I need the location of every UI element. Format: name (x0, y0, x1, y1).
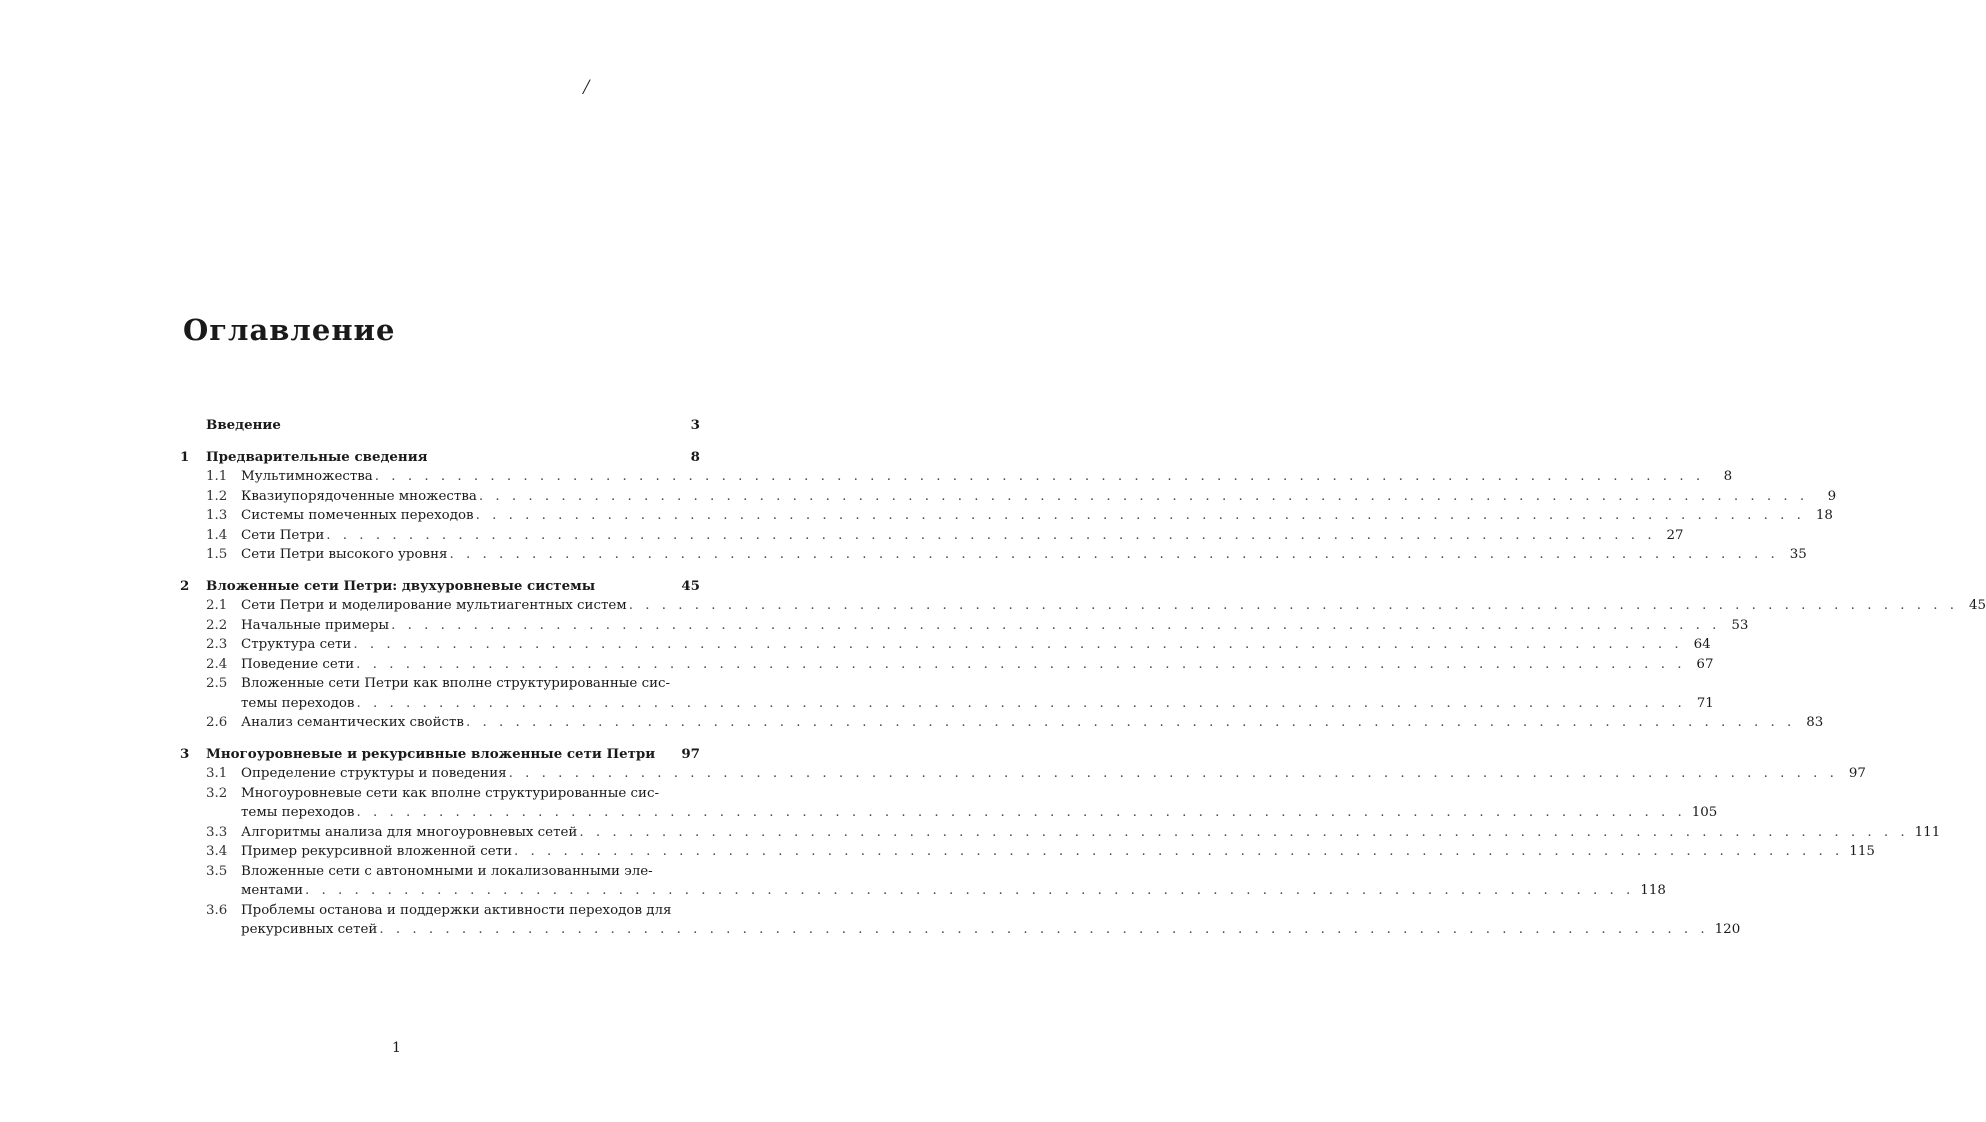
section-page: 64 (1693, 637, 1711, 652)
section-title: Начальные примеры (241, 617, 390, 633)
section-number: 2.2 (206, 617, 228, 633)
chapter-number: 1 (180, 448, 190, 465)
dot-leader (389, 616, 1722, 636)
section-title: Сети Петри высокого уровня (241, 547, 448, 562)
toc-section-row[interactable] (180, 616, 1749, 636)
dot-leader (351, 635, 1684, 655)
toc-chapter-row[interactable] (180, 577, 700, 597)
section-title: Структура сети (241, 637, 352, 652)
section-number: 2.6 (206, 715, 228, 730)
section-number: 3.2 (206, 785, 228, 801)
dot-leader (627, 596, 1960, 616)
toc-section-row[interactable] (180, 713, 1824, 733)
dot-leader (447, 545, 1780, 565)
section-number: 1.4 (206, 527, 228, 543)
section-number: 3.4 (206, 844, 228, 859)
section-title: Поведение сети (241, 656, 355, 672)
section-title: Квазиупорядоченные множества (241, 488, 477, 504)
chapter-title: Многоуровневые и рекурсивные вложенные сети Петри (206, 745, 656, 762)
section-title: Сети Петри и моделирование мультиагентных систем (241, 598, 627, 613)
dot-leader (577, 823, 1910, 843)
section-number: 2.4 (206, 656, 228, 672)
toc-section-row[interactable] (180, 823, 1941, 843)
section-number: 2.3 (206, 637, 228, 652)
toc-section-row[interactable] (180, 545, 1807, 565)
chapter-title: Вложенные сети Петри: двухуровневые системы (206, 577, 596, 594)
chapter-number: 3 (180, 745, 190, 762)
dot-leader (324, 526, 1657, 546)
section-number: 2.1 (206, 598, 228, 613)
toc-chapter-3 (180, 745, 1941, 940)
toc-chapter-row[interactable] (180, 745, 700, 765)
section-page: 18 (1815, 508, 1833, 523)
section-title: Сети Петри (241, 527, 325, 543)
section-number: 1.3 (206, 508, 228, 523)
section-page: 8 (1723, 469, 1733, 484)
section-page: 67 (1696, 656, 1714, 672)
toc-section-row[interactable] (180, 487, 1837, 507)
dot-leader (477, 487, 1810, 507)
section-title: Определение структуры и поведения (241, 766, 507, 781)
section-number: 1.5 (206, 547, 228, 562)
section-page: 83 (1806, 715, 1824, 730)
toc-section-row-continued[interactable] (180, 881, 1666, 901)
toc-section-row[interactable] (180, 842, 1875, 862)
toc-section-row-continued[interactable] (180, 920, 1741, 940)
section-page: 120 (1714, 922, 1741, 937)
dot-leader (507, 764, 1840, 784)
section-title: Вложенные сети Петри как вполне структурированные сис- (241, 676, 671, 691)
section-title: Многоуровневые сети как вполне структурированные сис- (241, 785, 659, 801)
chapter-title: Предварительные сведения (206, 448, 428, 465)
section-title: Мультимножества (241, 469, 373, 484)
chapter-page: 45 (681, 577, 700, 594)
section-title: Вложенные сети с автономными и локализованными эле- (241, 863, 653, 879)
toc-section-row[interactable] (180, 596, 1986, 616)
dot-leader (474, 506, 1807, 526)
chapter-number: 2 (180, 577, 190, 594)
toc-chapter-2 (180, 577, 1986, 733)
table-of-contents (180, 416, 1986, 952)
section-title: ментами (241, 883, 303, 898)
toc-section-row[interactable] (180, 674, 700, 694)
toc-chapter-1 (180, 448, 1837, 565)
section-page: 118 (1640, 883, 1666, 898)
dot-leader (464, 713, 1797, 733)
section-title: Анализ семантических свойств (241, 715, 464, 730)
section-number: 3.1 (206, 766, 228, 781)
page-number: 1 (392, 1040, 401, 1056)
section-title: Пример рекурсивной вложенной сети (241, 844, 512, 859)
section-page: 97 (1848, 766, 1866, 781)
section-page: 35 (1789, 547, 1807, 562)
toc-intro (180, 416, 700, 436)
dot-leader (377, 920, 1710, 940)
chapter-page: 3 (690, 417, 700, 433)
section-page: 111 (1914, 824, 1941, 840)
toc-section-row[interactable] (180, 506, 1833, 526)
dot-leader (512, 842, 1845, 862)
section-title: темы переходов (241, 695, 355, 711)
toc-section-row[interactable] (180, 526, 1684, 546)
section-number: 1.1 (206, 469, 228, 484)
dot-leader (354, 655, 1687, 675)
chapter-page: 97 (681, 745, 700, 762)
section-page: 45 (1968, 598, 1986, 613)
toc-section-row[interactable] (180, 862, 700, 882)
section-page: 105 (1691, 805, 1718, 820)
scan-mark: / (583, 74, 590, 99)
toc-section-row[interactable] (180, 467, 1733, 487)
section-number: 2.5 (206, 676, 228, 691)
dot-leader (373, 467, 1706, 487)
section-title: рекурсивных сетей (241, 922, 378, 937)
section-title: темы переходов (241, 805, 355, 820)
dot-leader (354, 694, 1687, 714)
toc-section-row[interactable] (180, 901, 700, 921)
section-number: 3.6 (206, 902, 228, 918)
toc-section-row[interactable] (180, 635, 1711, 655)
section-page: 71 (1696, 695, 1714, 711)
section-number: 1.2 (206, 488, 228, 504)
chapter-title: Введение (206, 417, 281, 433)
section-page: 9 (1827, 488, 1837, 504)
section-title: Алгоритмы анализа для многоуровневых сетей (241, 824, 578, 840)
toc-chapter-row[interactable] (180, 416, 700, 436)
section-page: 53 (1731, 617, 1749, 633)
section-number: 3.5 (206, 863, 228, 879)
chapter-page: 8 (690, 448, 700, 465)
toc-section-row[interactable] (180, 655, 1714, 675)
section-title: Системы помеченных переходов (241, 508, 474, 523)
section-title: Проблемы останова и поддержки активности переходов для (241, 902, 672, 918)
toc-section-row[interactable] (180, 784, 700, 804)
toc-chapter-row[interactable] (180, 448, 700, 468)
section-number: 3.3 (206, 824, 228, 840)
toc-section-row-continued[interactable] (180, 803, 1718, 823)
toc-section-row-continued[interactable] (180, 694, 1714, 714)
page-title: Оглавление (183, 313, 396, 347)
toc-section-row[interactable] (180, 764, 1866, 784)
dot-leader (303, 881, 1636, 901)
section-page: 27 (1666, 527, 1684, 543)
dot-leader (354, 803, 1687, 823)
section-page: 115 (1849, 844, 1875, 859)
